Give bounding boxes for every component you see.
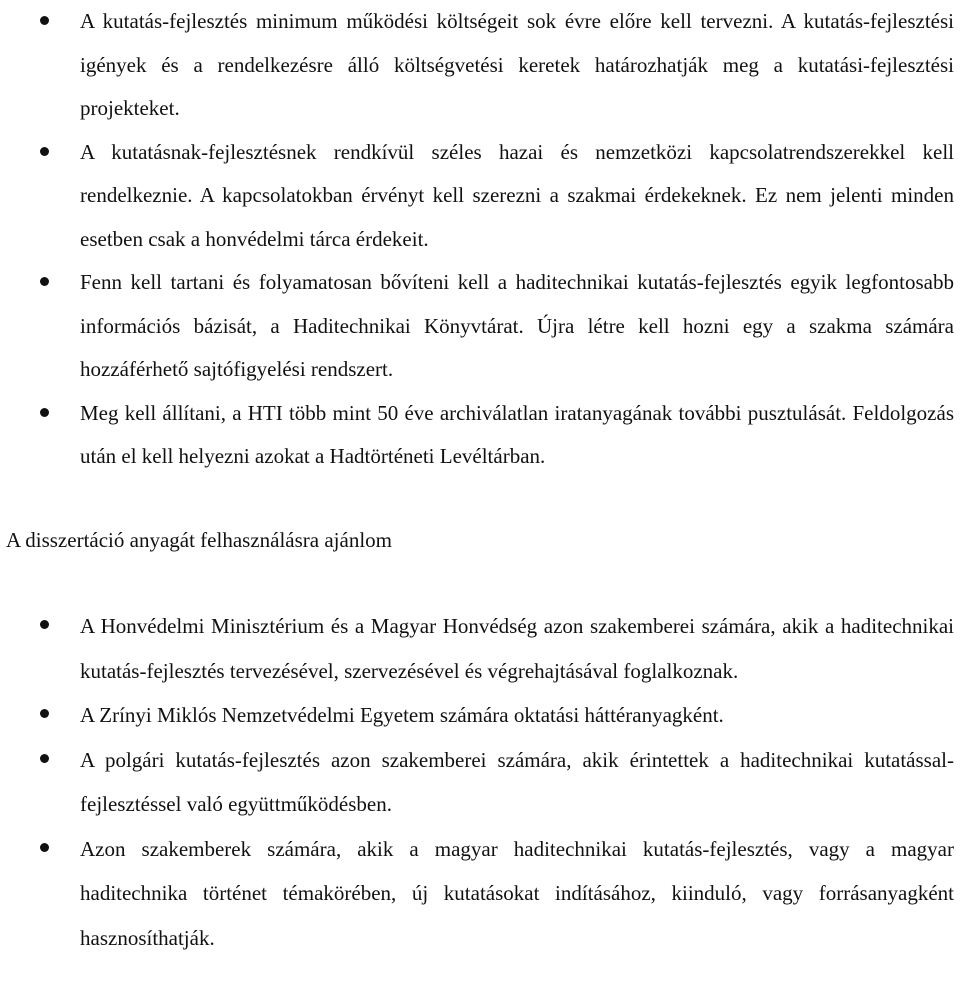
bullet-icon [40, 843, 49, 852]
list-item-text: A Zrínyi Miklós Nemzetvédelmi Egyetem számára oktatási háttéranyagként. [80, 703, 724, 727]
list-item-text: A Honvédelmi Minisztérium és a Magyar Honvédség azon szakemberei számára, akik a haditechnikai kutatás-fejlesztés tervezésével, szervezésével és végrehajtásával foglalkoznak. [80, 614, 954, 683]
list-item-text: Azon szakemberek számára, akik a magyar haditechnikai kutatás-fejlesztés, vagy a magyar haditechnika történet témakörében, új kutatásokat indításához, kiinduló, vagy forrásanyagként hasznosíthatják. [80, 836, 954, 950]
list-item [0, 738, 960, 827]
bullet-icon [40, 16, 49, 25]
bullet-icon [40, 709, 49, 718]
list-item [0, 0, 960, 131]
list-item [0, 693, 960, 738]
list-item-text: A kutatás-fejlesztés minimum működési költségeit sok évre előre kell tervezni. A kutatás-fejlesztési igények és a rendelkezésre álló költségvetési keretek határozhatják meg a kutatási-fejlesztési projekteket. [80, 9, 954, 120]
bullet-icon [40, 754, 49, 763]
list-item-text: A kutatásnak-fejlesztésnek rendkívül széles hazai és nemzetközi kapcsolatrendszerekkel kell rendelkeznie. A kapcsolatokban érvényt kell szerezni a szakmai érdekeknek. Ez nem jelenti minden esetben csak a honvédelmi tárca érdekeit. [80, 139, 954, 251]
list-item [0, 261, 960, 392]
list-item [0, 827, 960, 961]
bullet-icon [40, 408, 49, 417]
bullet-icon [40, 277, 49, 286]
audience-list [0, 604, 960, 960]
list-item-text: Fenn kell tartani és folyamatosan bővíteni kell a haditechnikai kutatás-fejlesztés egyik legfontosabb információs bázisát, a Haditechnikai Könyvtárat. Újra létre kell hozni egy a szakma számára hozzáférhető sajtófigyelési rendszert. [80, 270, 954, 381]
list-item [0, 604, 960, 693]
list-item [0, 131, 960, 262]
bullet-icon [40, 620, 49, 629]
bullet-icon [40, 147, 49, 156]
section-heading: A disszertáció anyagát felhasználásra ajánlom [6, 528, 392, 552]
list-item-text: A polgári kutatás-fejlesztés azon szakemberei számára, akik érintettek a haditechnikai kutatással-fejlesztéssel való együttműködésben. [80, 747, 954, 816]
list-item [0, 392, 960, 479]
list-item-text: Meg kell állítani, a HTI több mint 50 éve archiválatlan iratanyagának további pusztulását. Feldolgozás után el kell helyezni azokat a Hadtörténeti Levéltárban. [80, 400, 954, 468]
recommendations-list [0, 0, 960, 479]
